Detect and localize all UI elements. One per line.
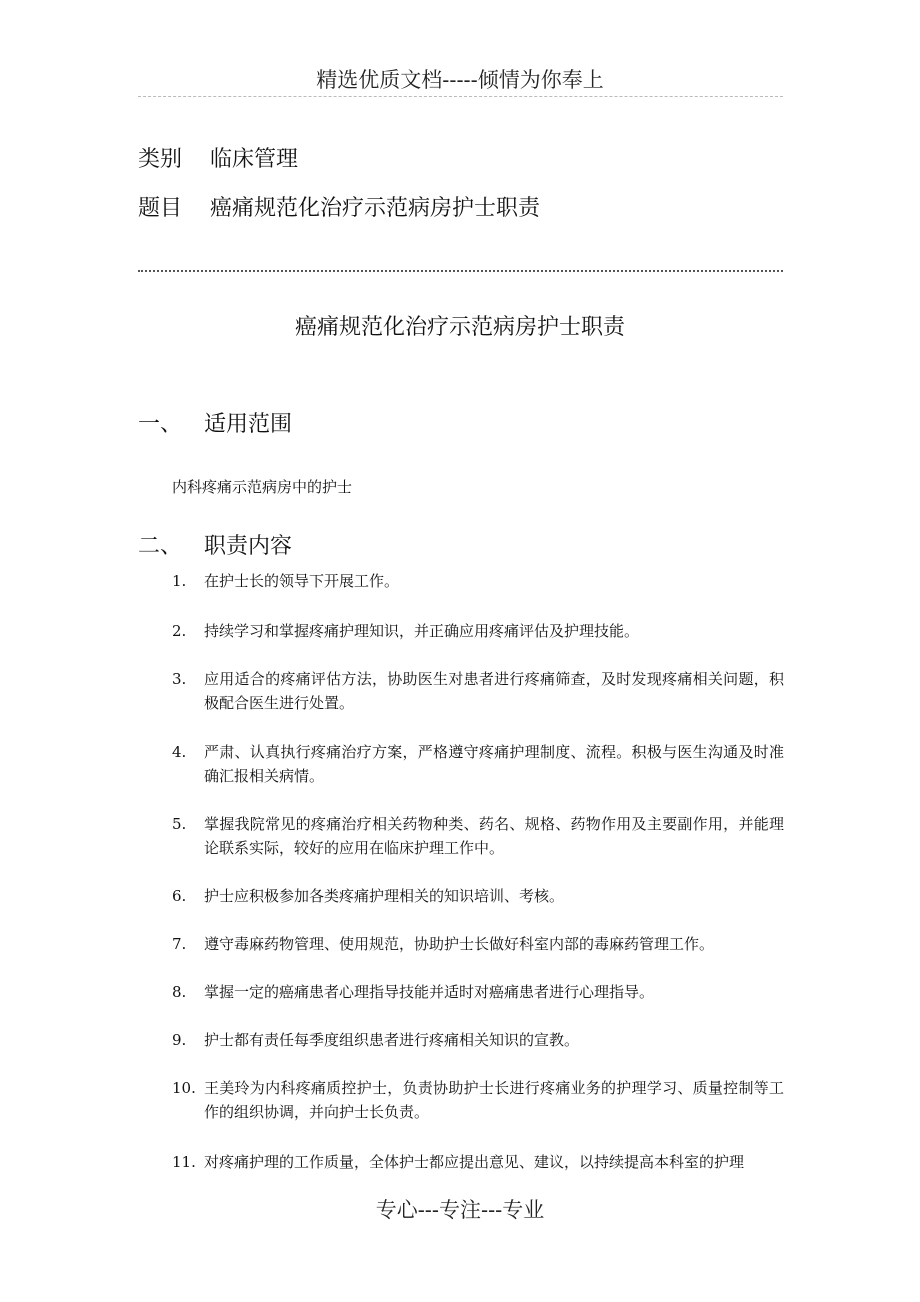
duty-item [172, 1076, 784, 1124]
duty-number: 11. [172, 1153, 196, 1171]
header-divider [138, 96, 783, 97]
duty-text: 在护士长的领导下开展工作。 [204, 572, 400, 590]
page-header: 精选优质文档-----倾情为你奉上 [316, 68, 604, 92]
category-value: 临床管理 [210, 147, 299, 172]
duty-item [172, 619, 784, 643]
dotted-divider [138, 270, 783, 272]
duty-item [172, 980, 784, 1004]
duty-text: 持续学习和掌握疼痛护理知识，并正确应用疼痛评估及护理技能。 [204, 622, 640, 640]
topic-label: 题目 [138, 196, 183, 221]
section-title: 适用范围 [204, 412, 293, 437]
duty-item [172, 569, 784, 593]
duty-number: 5. [172, 815, 187, 833]
duty-number: 1. [172, 572, 187, 590]
duty-text: 王美玲为内科疼痛质控护士，负责协助护士长进行疼痛业务的护理学习、质量控制等工作的组织协调，并向护士长负责。 [204, 1079, 784, 1121]
section-number: 二、 [138, 534, 183, 559]
duty-item [172, 667, 784, 715]
document-title: 癌痛规范化治疗示范病房护士职责 [294, 315, 625, 340]
category-label: 类别 [138, 147, 183, 172]
duty-number: 6. [172, 887, 187, 905]
duty-item [172, 932, 784, 956]
section-heading-scope [138, 410, 292, 440]
duty-number: 4. [172, 743, 187, 761]
duty-number: 8. [172, 983, 187, 1001]
duty-text: 严肃、认真执行疼痛治疗方案，严格遵守疼痛护理制度、流程。积极与医生沟通及时准确汇报相关病情。 [204, 743, 784, 785]
category-row [138, 145, 298, 175]
page-footer: 专心---专注---专业 [375, 1198, 545, 1222]
duty-text: 掌握我院常见的疼痛治疗相关药物种类、药名、规格、药物作用及主要副作用，并能理论联系实际，较好的应用在临床护理工作中。 [204, 815, 784, 857]
duty-text: 应用适合的疼痛评估方法，协助医生对患者进行疼痛筛查，及时发现疼痛相关问题，积极配合医生进行处置。 [204, 670, 784, 712]
duty-text: 护士都有责任每季度组织患者进行疼痛相关知识的宣教。 [204, 1031, 580, 1049]
duty-item [172, 1150, 784, 1174]
duty-item [172, 1028, 784, 1052]
section-title: 职责内容 [204, 534, 293, 559]
duty-text: 掌握一定的癌痛患者心理指导技能并适时对癌痛患者进行心理指导。 [204, 983, 655, 1001]
duty-item [172, 740, 784, 788]
duty-text: 对疼痛护理的工作质量，全体护士都应提出意见、建议，以持续提高本科室的护理 [204, 1153, 745, 1171]
duty-text: 遵守毒麻药物管理、使用规范，协助护士长做好科室内部的毒麻药管理工作。 [204, 935, 715, 953]
duty-text: 护士应积极参加各类疼痛护理相关的知识培训、考核。 [204, 887, 565, 905]
section-heading-duties [138, 532, 292, 562]
duty-item [172, 884, 784, 908]
topic-value: 癌痛规范化治疗示范病房护士职责 [210, 196, 541, 221]
duty-number: 9. [172, 1031, 187, 1049]
duty-number: 3. [172, 670, 187, 688]
topic-row [138, 194, 540, 224]
duty-item [172, 812, 784, 860]
scope-text: 内科疼痛示范病房中的护士 [172, 478, 353, 496]
section-number: 一、 [138, 412, 183, 437]
duty-number: 10. [172, 1079, 196, 1097]
duty-number: 2. [172, 622, 187, 640]
duty-number: 7. [172, 935, 187, 953]
